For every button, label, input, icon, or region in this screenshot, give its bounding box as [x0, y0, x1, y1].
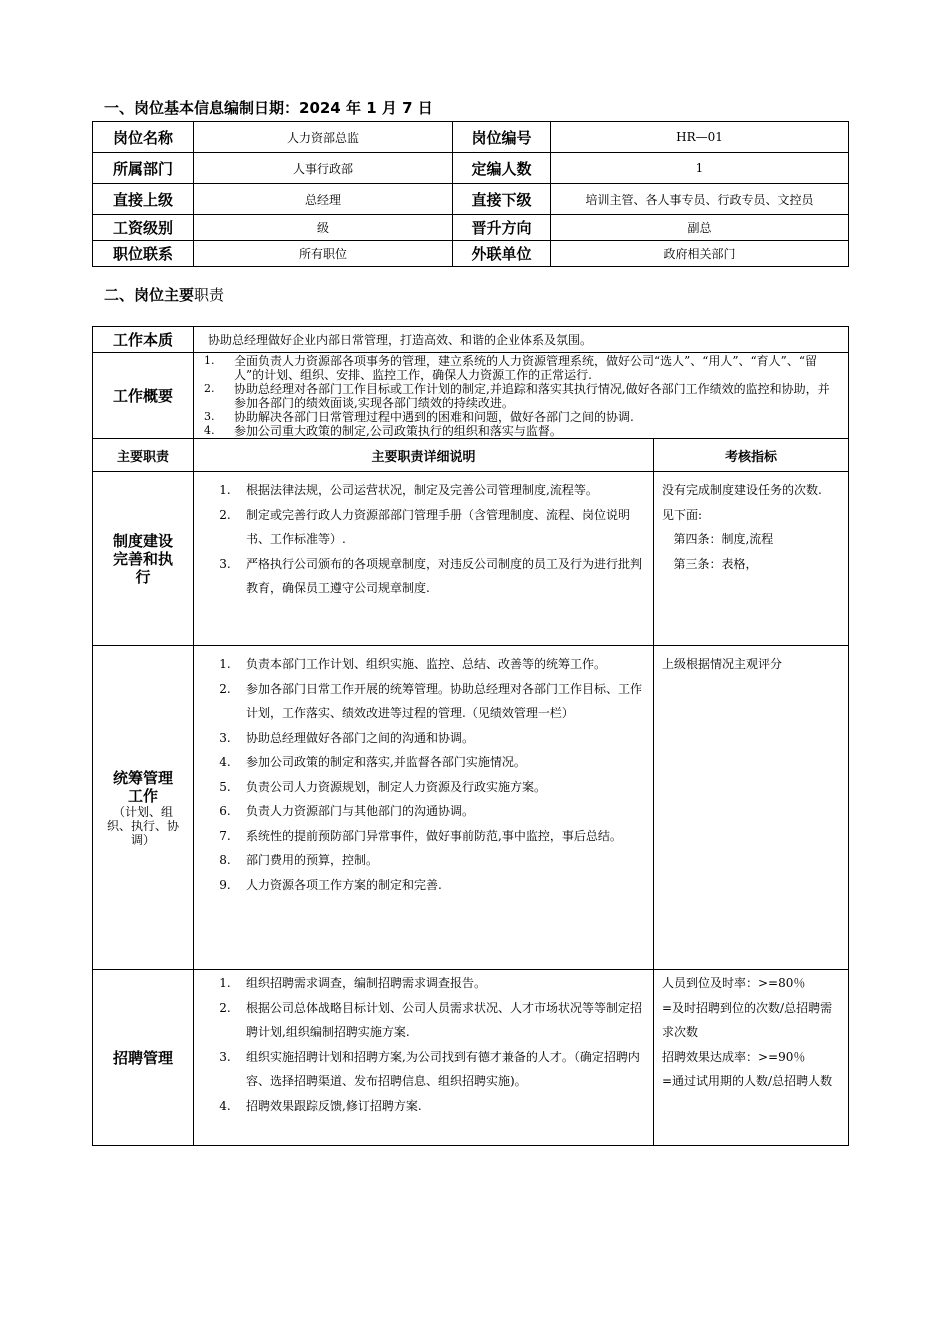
- section2-heading-rest: 职责: [194, 286, 225, 304]
- list-item: [204, 677, 645, 726]
- duty-row: [93, 970, 849, 1146]
- duty-list: [194, 472, 653, 605]
- list-item: [204, 1094, 645, 1119]
- duty-details: [194, 646, 654, 970]
- info-row: [93, 153, 849, 184]
- basic-info-table: [92, 121, 849, 267]
- item-number: 2.: [219, 507, 231, 522]
- essence-text: 协助总经理做好企业内部日常管理，打造高效、和谐的企业体系及氛围。: [194, 327, 849, 353]
- item-text: 组织实施招聘计划和招聘方案,为公司找到有德才兼备的人才。（确定招聘内容、选择招聘渠道、发布招聘信息、组织招聘实施)。: [246, 1049, 640, 1088]
- info-row: [93, 184, 849, 215]
- info-label: 定编人数: [453, 153, 551, 184]
- item-number: 1.: [219, 657, 231, 671]
- indicator-line: 上级根据情况主观评分: [662, 657, 783, 671]
- info-label: 晋升方向: [453, 215, 551, 241]
- duty-indicators: [654, 970, 849, 1146]
- duty-details: [194, 472, 654, 646]
- item-number: 1.: [219, 483, 231, 497]
- info-row: [93, 241, 849, 267]
- info-value: 副总: [551, 215, 849, 241]
- list-item: [204, 824, 645, 849]
- indicator-line: =通过试用期的人数/总招聘人数: [662, 1074, 833, 1088]
- info-row: [93, 215, 849, 241]
- summary-cell: [194, 353, 849, 439]
- section1-heading: 一、岗位基本信息编制日期：2024 年 1 月 7 日: [104, 99, 433, 117]
- item-number: 2.: [219, 681, 231, 696]
- indicator-line: 没有完成制度建设任务的次数.: [662, 483, 822, 497]
- item-number: 3.: [219, 730, 231, 745]
- list-item: [204, 848, 645, 873]
- info-row: [93, 122, 849, 153]
- list-item: [204, 552, 645, 601]
- item-text: 全面负责人力资源部各项事务的管理，建立系统的人力资源管理系统，做好公司“选人”、“用人”、“育人”、“留人”的计划、组织、安排、监控工作，确保人力资源工作的正常运行.: [234, 354, 817, 382]
- duty-details: [194, 970, 654, 1146]
- item-text: 参加公司重大政策的制定,公司政策执行的组织和落实与监督。: [234, 424, 562, 438]
- duty-title: [93, 970, 194, 1146]
- indicator-line: 第三条：表格，: [662, 556, 758, 571]
- item-number: 1.: [204, 354, 215, 367]
- item-number: 3.: [219, 556, 231, 571]
- section2-heading: [104, 284, 224, 305]
- item-text: 协助总经理对各部门工作目标或工作计划的制定,并追踪和落实其执行情况,做好各部门工作绩效的监控和协助，并参加各部门的绩效面谈,实现各部门绩效的持续改进。: [234, 382, 830, 410]
- info-value: 培训主管、各人事专员、行政专员、文控员: [551, 184, 849, 215]
- item-number: 3.: [204, 410, 215, 423]
- summary-label: 工作概要: [93, 353, 194, 439]
- item-text: 人力资源各项工作方案的制定和完善.: [246, 877, 442, 892]
- list-item: [204, 424, 840, 438]
- item-number: 1.: [219, 976, 231, 990]
- essence-row: [93, 327, 849, 353]
- info-label: 岗位编号: [453, 122, 551, 153]
- header-detail: 主要职责详细说明: [194, 439, 654, 472]
- indicator-line: =及时招聘到位的次数/总招聘需求次数: [662, 1000, 833, 1039]
- indicator-line: 见下面:: [662, 507, 703, 522]
- list-item: [204, 478, 645, 503]
- indicator-line: 招聘效果达成率：>=90％: [662, 1049, 806, 1064]
- item-number: 9.: [219, 877, 231, 892]
- indicator-line: 人员到位及时率：>=80％: [662, 976, 806, 990]
- duty-title-text: 统筹管理工作: [112, 768, 173, 805]
- essence-label: 工作本质: [93, 327, 194, 353]
- list-item: [204, 410, 840, 424]
- list-item: [204, 382, 840, 410]
- item-number: 2.: [204, 382, 215, 395]
- list-item: [204, 1045, 645, 1094]
- info-value: 人力资部总监: [194, 122, 453, 153]
- duty-row: [93, 472, 849, 646]
- item-number: 2.: [219, 1000, 231, 1015]
- info-value: 所有职位: [194, 241, 453, 267]
- info-value: 级: [194, 215, 453, 241]
- list-item: [204, 873, 645, 898]
- item-text: 负责人力资源部门与其他部门的沟通协调。: [246, 804, 475, 818]
- list-item: [204, 726, 645, 751]
- item-text: 根据法律法规，公司运营状况，制定及完善公司管理制度,流程等。: [246, 483, 598, 497]
- item-text: 参加公司政策的制定和落实,并监督各部门实施情况。: [246, 755, 526, 769]
- item-number: 7.: [219, 828, 231, 843]
- duty-title-text: 招聘管理: [112, 1048, 173, 1067]
- list-item: [204, 971, 645, 996]
- info-value: 人事行政部: [194, 153, 453, 184]
- item-text: 严格执行公司颁布的各项规章制度，对违反公司制度的员工及行为进行批判教育，确保员工遵守公司规章制度.: [246, 556, 643, 595]
- list-item: [204, 652, 645, 677]
- header-duty: 主要职责: [93, 439, 194, 472]
- info-label: 职位联系: [93, 241, 194, 267]
- duty-subtitle: （计划、组织、执行、协调）: [107, 804, 180, 847]
- info-value: 政府相关部门: [551, 241, 849, 267]
- summary-row: [93, 353, 849, 439]
- list-item: [204, 799, 645, 824]
- indicator-line: 第四条：制度,流程: [662, 532, 774, 546]
- responsibilities-table: [92, 326, 849, 1146]
- info-label: 岗位名称: [93, 122, 194, 153]
- header-indicator: 考核指标: [654, 439, 849, 472]
- item-number: 5.: [219, 779, 231, 794]
- item-text: 协助总经理做好各部门之间的沟通和协调。: [246, 730, 475, 745]
- item-number: 6.: [219, 804, 231, 818]
- item-text: 部门费用的预算，控制。: [246, 853, 379, 867]
- list-item: [204, 503, 645, 552]
- info-value: 总经理: [194, 184, 453, 215]
- list-item: [204, 750, 645, 775]
- item-number: 3.: [219, 1049, 231, 1064]
- info-label: 直接下级: [453, 184, 551, 215]
- list-item: [204, 996, 645, 1045]
- item-text: 负责公司人力资源规划，制定人力资源及行政实施方案。: [246, 779, 547, 794]
- info-label: 所属部门: [93, 153, 194, 184]
- item-text: 根据公司总体战略目标计划、公司人员需求状况、人才市场状况等等制定招聘计划,组织编制招聘实施方案.: [246, 1000, 643, 1039]
- item-text: 系统性的提前预防部门异常事件，做好事前防范,事中监控，事后总结。: [246, 828, 622, 843]
- item-text: 负责本部门工作计划、组织实施、监控、总结、改善等的统筹工作。: [246, 657, 607, 671]
- duty-list: [194, 970, 653, 1122]
- duty-title: [93, 472, 194, 646]
- info-value: HR—01: [551, 122, 849, 153]
- duty-indicators: [654, 472, 849, 646]
- header-row: [93, 439, 849, 472]
- item-number: 4.: [219, 755, 231, 769]
- item-text: 参加各部门日常工作开展的统筹管理。协助总经理对各部门工作目标、工作计划，工作落实、绩效改进等过程的管理.（见绩效管理一栏）: [246, 681, 643, 720]
- duty-title: [93, 646, 194, 970]
- item-text: 协助解决各部门日常管理过程中遇到的困难和问题，做好各部门之间的协调.: [234, 410, 634, 424]
- section2-heading-bold: 二、岗位主要: [104, 286, 195, 304]
- info-label: 工资级别: [93, 215, 194, 241]
- item-number: 4.: [219, 1098, 231, 1113]
- summary-list: [194, 353, 848, 438]
- duty-list: [194, 646, 653, 901]
- info-label: 直接上级: [93, 184, 194, 215]
- item-number: 8.: [219, 853, 231, 867]
- item-text: 制定或完善行政人力资源部部门管理手册（含管理制度、流程、岗位说明书、工作标准等）.: [246, 507, 631, 546]
- duty-indicators: [654, 646, 849, 970]
- item-text: 组织招聘需求调查，编制招聘需求调查报告。: [246, 976, 487, 990]
- duty-row: [93, 646, 849, 970]
- item-text: 招聘效果跟踪反馈,修订招聘方案.: [246, 1098, 422, 1113]
- info-label: 外联单位: [453, 241, 551, 267]
- info-value: 1: [551, 153, 849, 184]
- list-item: [204, 354, 840, 382]
- duty-title-text: 制度建设完善和执行: [112, 531, 173, 586]
- item-number: 4.: [204, 424, 215, 437]
- list-item: [204, 775, 645, 800]
